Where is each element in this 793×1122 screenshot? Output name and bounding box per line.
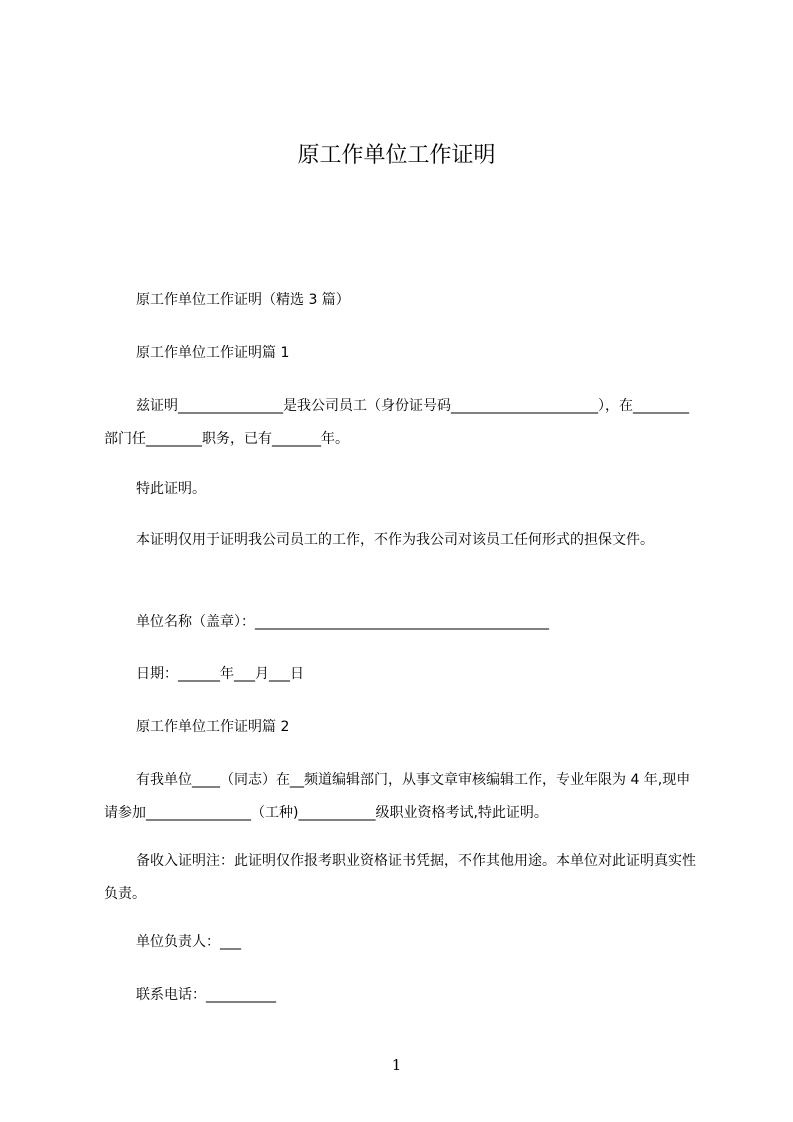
document-title: 原工作单位工作证明 [297, 143, 496, 168]
page-number: 1 [391, 1056, 402, 1074]
paragraph-hereby-certify: 特此证明。 [136, 481, 206, 497]
paragraph-collection-heading: 原工作单位工作证明（精选 3 篇） [136, 292, 350, 308]
paragraph-date: 日期：______年___月___日 [136, 666, 304, 682]
paragraph-contact-phone: 联系电话：__________ [136, 987, 276, 1003]
paragraph-income-note: 备收入证明注：此证明仅作报考职业资格证书凭据，不作其他用途。本单位对此证明真实性负责。 [104, 853, 696, 902]
paragraph-certify-employee: 兹证明_______________是我公司员工（身份证号码_____________________），在________部门任________职务，已有_______年。 [104, 398, 689, 447]
paragraph-section-1-heading: 原工作单位工作证明篇 1 [136, 345, 290, 361]
paragraph-usage-note: 本证明仅用于证明我公司员工的工作，不作为我公司对该员工任何形式的担保文件。 [136, 532, 654, 548]
paragraph-company-name-seal: 单位名称（盖章）：__________________________________________ [136, 614, 549, 630]
paragraph-section-2-heading: 原工作单位工作证明篇 2 [136, 719, 290, 735]
paragraph-exam-certification: 有我单位____（同志）在__频道编辑部门，从事文章审核编辑工作，专业年限为 4 年,现申请参加_______________（工种)___________级职业资格考试,特此证明。 [104, 772, 691, 821]
paragraph-responsible-person: 单位负责人：___ [136, 934, 241, 950]
